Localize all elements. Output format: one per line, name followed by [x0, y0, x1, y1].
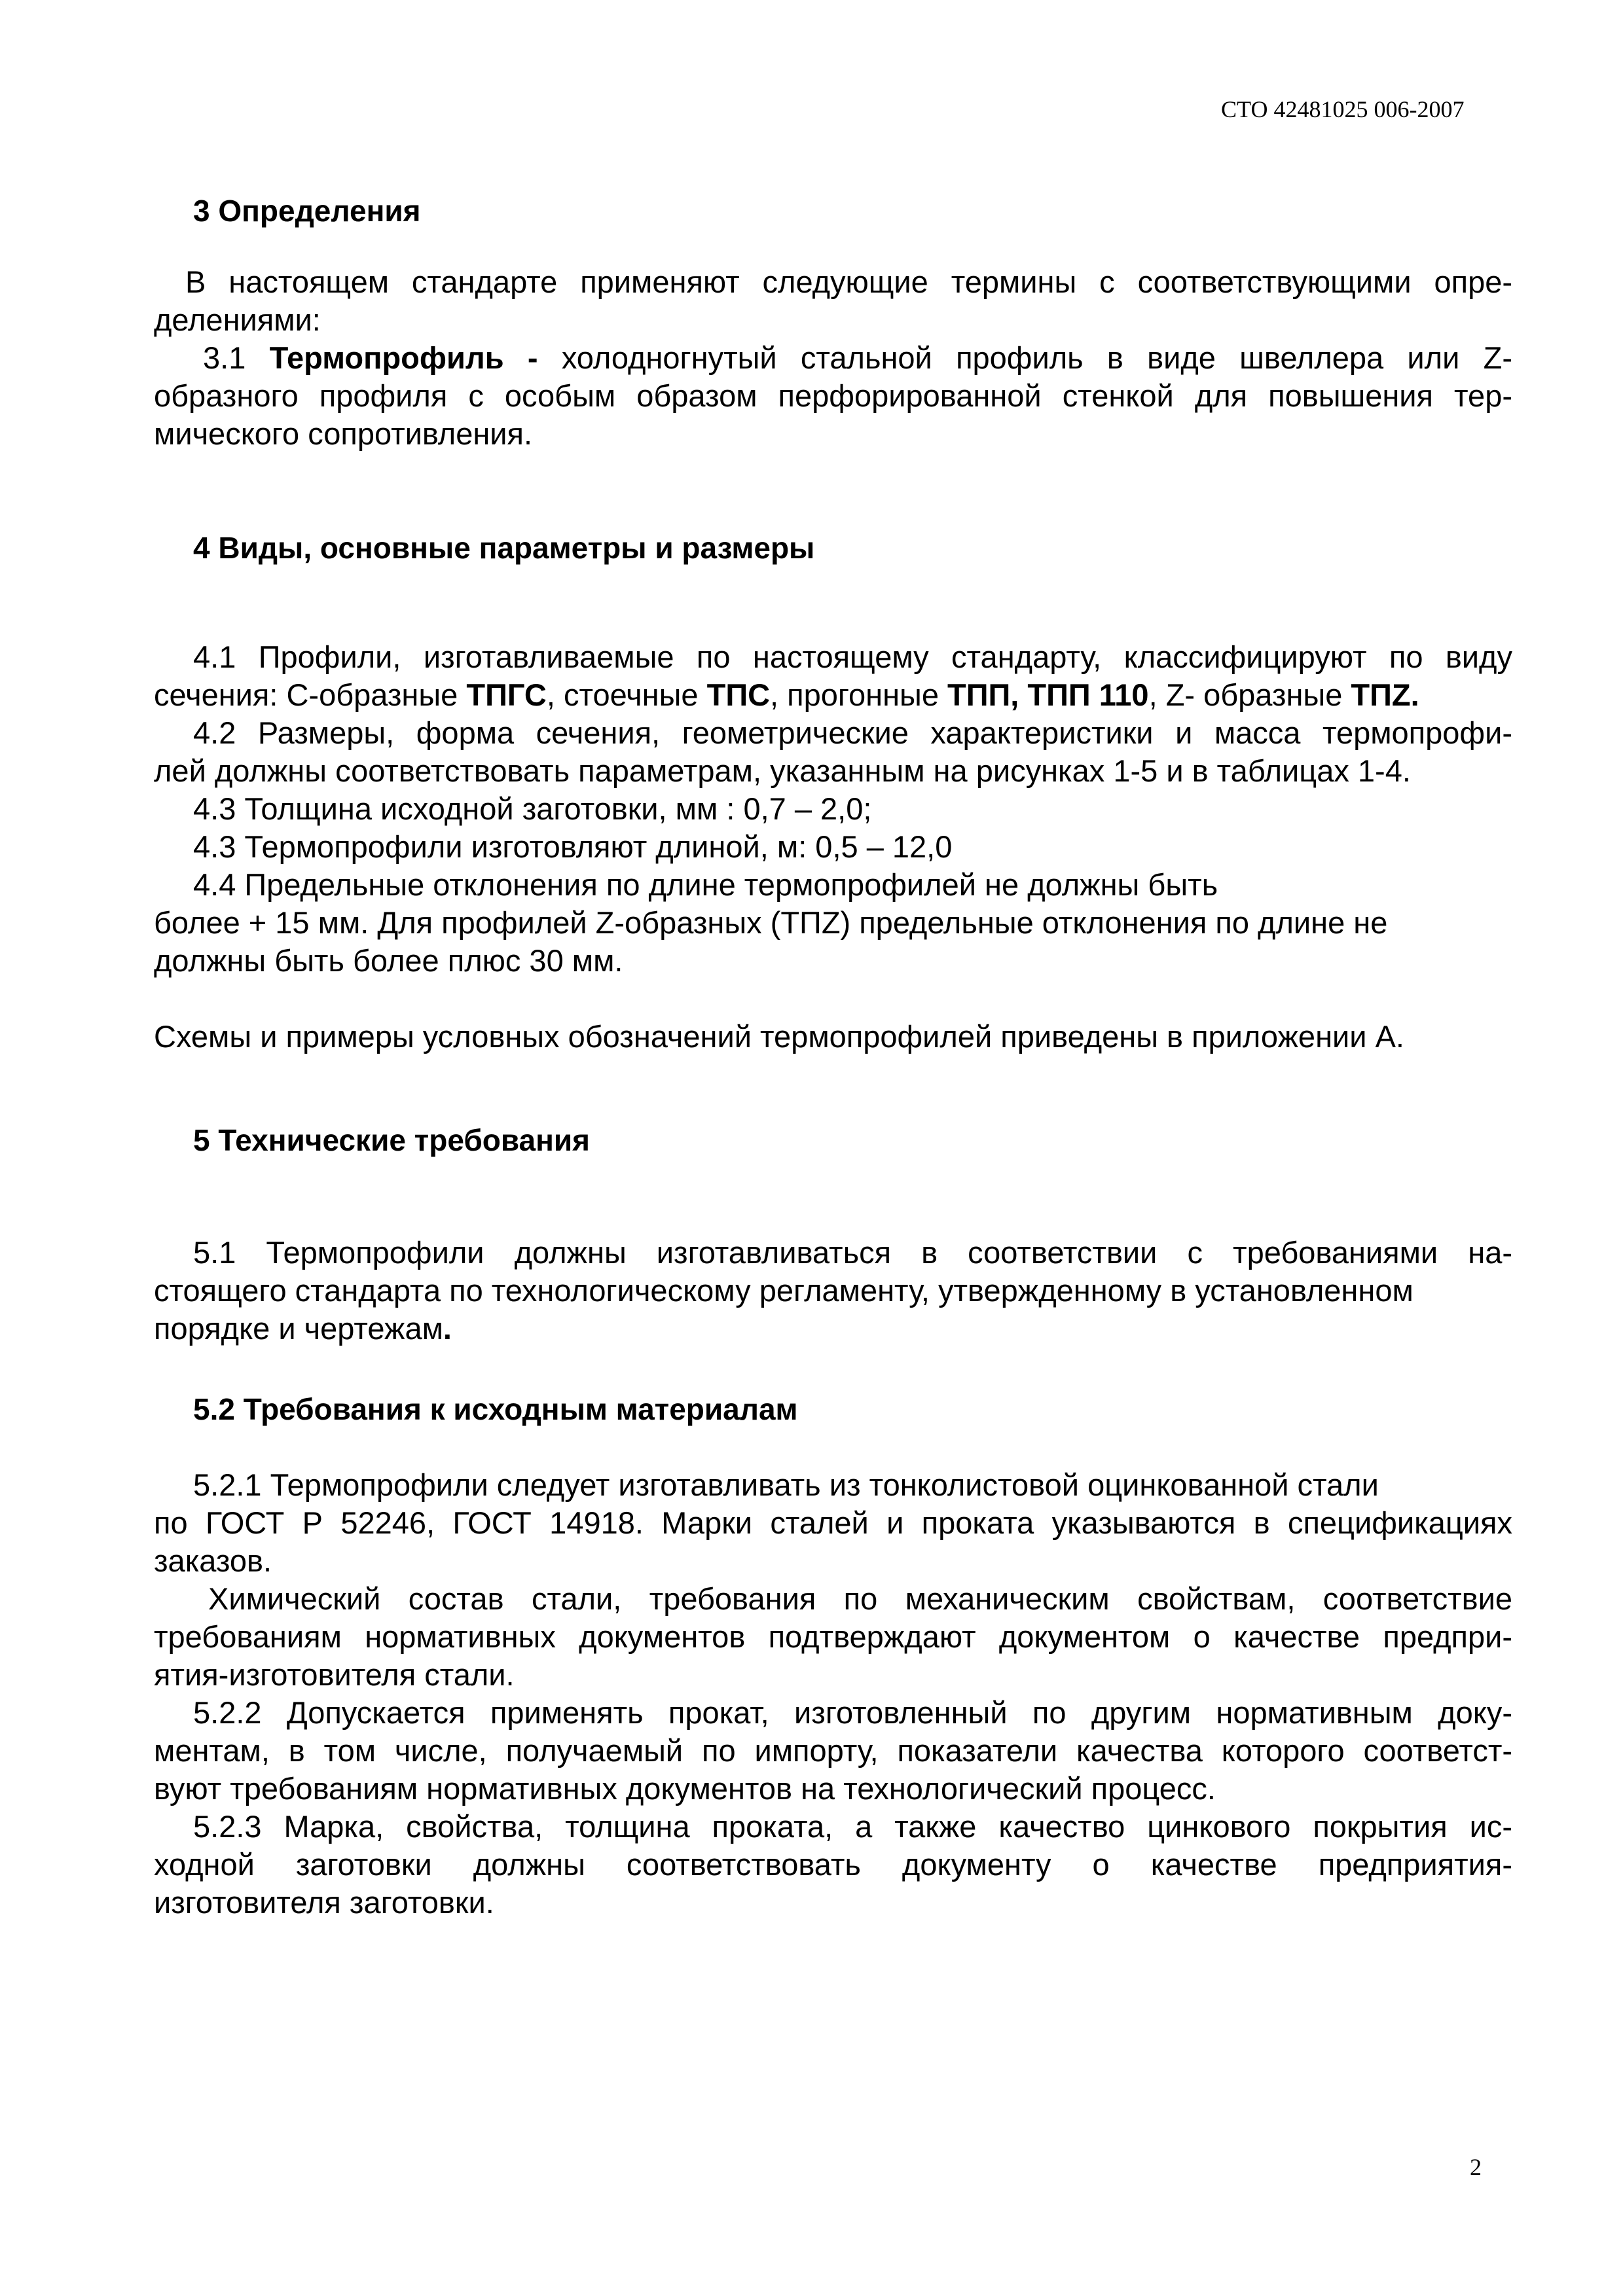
clause-5-2-1-line3: заказов. — [154, 1543, 272, 1578]
sec3-intro-line1: В настоящем стандарте применяют следующие термины с соответствующими опре- — [185, 264, 1512, 299]
definition-3-1-line2: образного профиля с особым образом перфорированной стенкой для повышения тер- — [154, 378, 1512, 413]
definition-3-1-line1 — [203, 339, 1512, 377]
document-code-header: СТО 42481025 006-2007 — [1221, 96, 1465, 122]
chemical-composition-line3: ятия-изготовителя стали. — [154, 1657, 515, 1692]
clause-4-2-line1: 4.2 Размеры, форма сечения, геометрические характеристики и масса термопрофи- — [193, 715, 1512, 750]
clause-5-2-3-line2: ходной заготовки должны соответствовать документу о качестве предприятия- — [154, 1847, 1512, 1882]
clause-5-1-line3 — [154, 1310, 452, 1348]
page-number: 2 — [1470, 2154, 1482, 2180]
definition-term: Термопрофиль - — [269, 340, 538, 375]
clause-5-2-3-line3: изготовителя заготовки. — [154, 1885, 494, 1920]
clause-5-2-3-line1: 5.2.3 Марка, свойства, толщина проката, а также качество цинкового покрытия ис- — [193, 1809, 1512, 1844]
clause-5-2-1-line1: 5.2.1 Термопрофили следует изготавливать из тонколистовой оцинкованной стали — [193, 1467, 1379, 1502]
clause-5-2-2-line1: 5.2.2 Допускается применять прокат, изготовленный по другим нормативным доку- — [193, 1695, 1512, 1730]
clause-5-2-1-line2: по ГОСТ Р 52246, ГОСТ 14918. Марки сталей и проката указываются в спецификациях — [154, 1505, 1512, 1540]
profile-code-tps: ТПС — [706, 677, 771, 712]
subsection-5-2-heading: 5.2 Требования к исходным материалам — [193, 1392, 798, 1426]
clause-4-1-line1: 4.1 Профили, изготавливаемые по настоящему стандарту, классифицируют по виду — [193, 639, 1512, 674]
section-5-heading: 5 Технические требования — [193, 1123, 590, 1157]
text-segment: , прогонные — [770, 677, 948, 712]
clause-4-4-line3: должны быть более плюс 30 мм. — [154, 943, 623, 978]
definition-number: 3.1 — [203, 340, 246, 375]
text-segment: порядке и чертежам — [154, 1311, 443, 1346]
clause-4-3-thickness: 4.3 Толщина исходной заготовки, мм : 0,7 – 2,0; — [193, 791, 872, 826]
text-segment: сечения: С-образные — [154, 677, 467, 712]
profile-code-tpz: ТПZ. — [1351, 677, 1419, 712]
clause-5-1-line2: стоящего стандарта по технологическому регламенту, утвержденному в установленном — [154, 1273, 1413, 1308]
text-segment: . — [443, 1311, 452, 1346]
sec3-intro-line2: делениями: — [154, 302, 321, 337]
clause-4-3-length: 4.3 Термопрофили изготовляют длиной, м: 0,5 – 12,0 — [193, 829, 953, 864]
clause-5-2-2-line3: вуют требованиям нормативных документов на технологический процесс. — [154, 1771, 1216, 1806]
clause-4-2-line2: лей должны соответствовать параметрам, указанным на рисунках 1-5 и в таблицах 1-4. — [154, 753, 1411, 788]
chemical-composition-line2: требованиям нормативных документов подтверждают документом о качестве предпри- — [154, 1619, 1512, 1654]
clause-4-4-line1: 4.4 Предельные отклонения по длине термопрофилей не должны быть — [193, 867, 1218, 902]
section-4-heading: 4 Виды, основные параметры и размеры — [193, 531, 815, 565]
text-segment: , Z- образные — [1148, 677, 1351, 712]
clause-4-1-line2 — [154, 676, 1419, 714]
clause-5-2-2-line2: ментам, в том числе, получаемый по импорту, показатели качества которого соответст- — [154, 1733, 1512, 1768]
text-segment: , стоечные — [546, 677, 707, 712]
chemical-composition-line1: Химический состав стали, требования по механическим свойствам, соответствие — [208, 1581, 1512, 1616]
definition-3-1-line3: мического сопротивления. — [154, 416, 533, 451]
section-3-heading: 3 Определения — [193, 194, 421, 228]
clause-5-1-line1: 5.1 Термопрофили должны изготавливаться в соответствии с требованиями на- — [193, 1235, 1512, 1270]
profile-code-tpgs: ТПГС — [466, 677, 547, 712]
clause-4-4-line2: более + 15 мм. Для профилей Z-образных (ТПZ) предельные отклонения по длине не — [154, 905, 1388, 940]
schemes-reference: Схемы и примеры условных обозначений термопрофилей приведены в приложении А. — [154, 1019, 1404, 1054]
definition-text: холодногнутый стальной профиль в виде швеллера или Z- — [561, 340, 1512, 375]
profile-code-tpp: ТПП, ТПП 110 — [947, 677, 1149, 712]
